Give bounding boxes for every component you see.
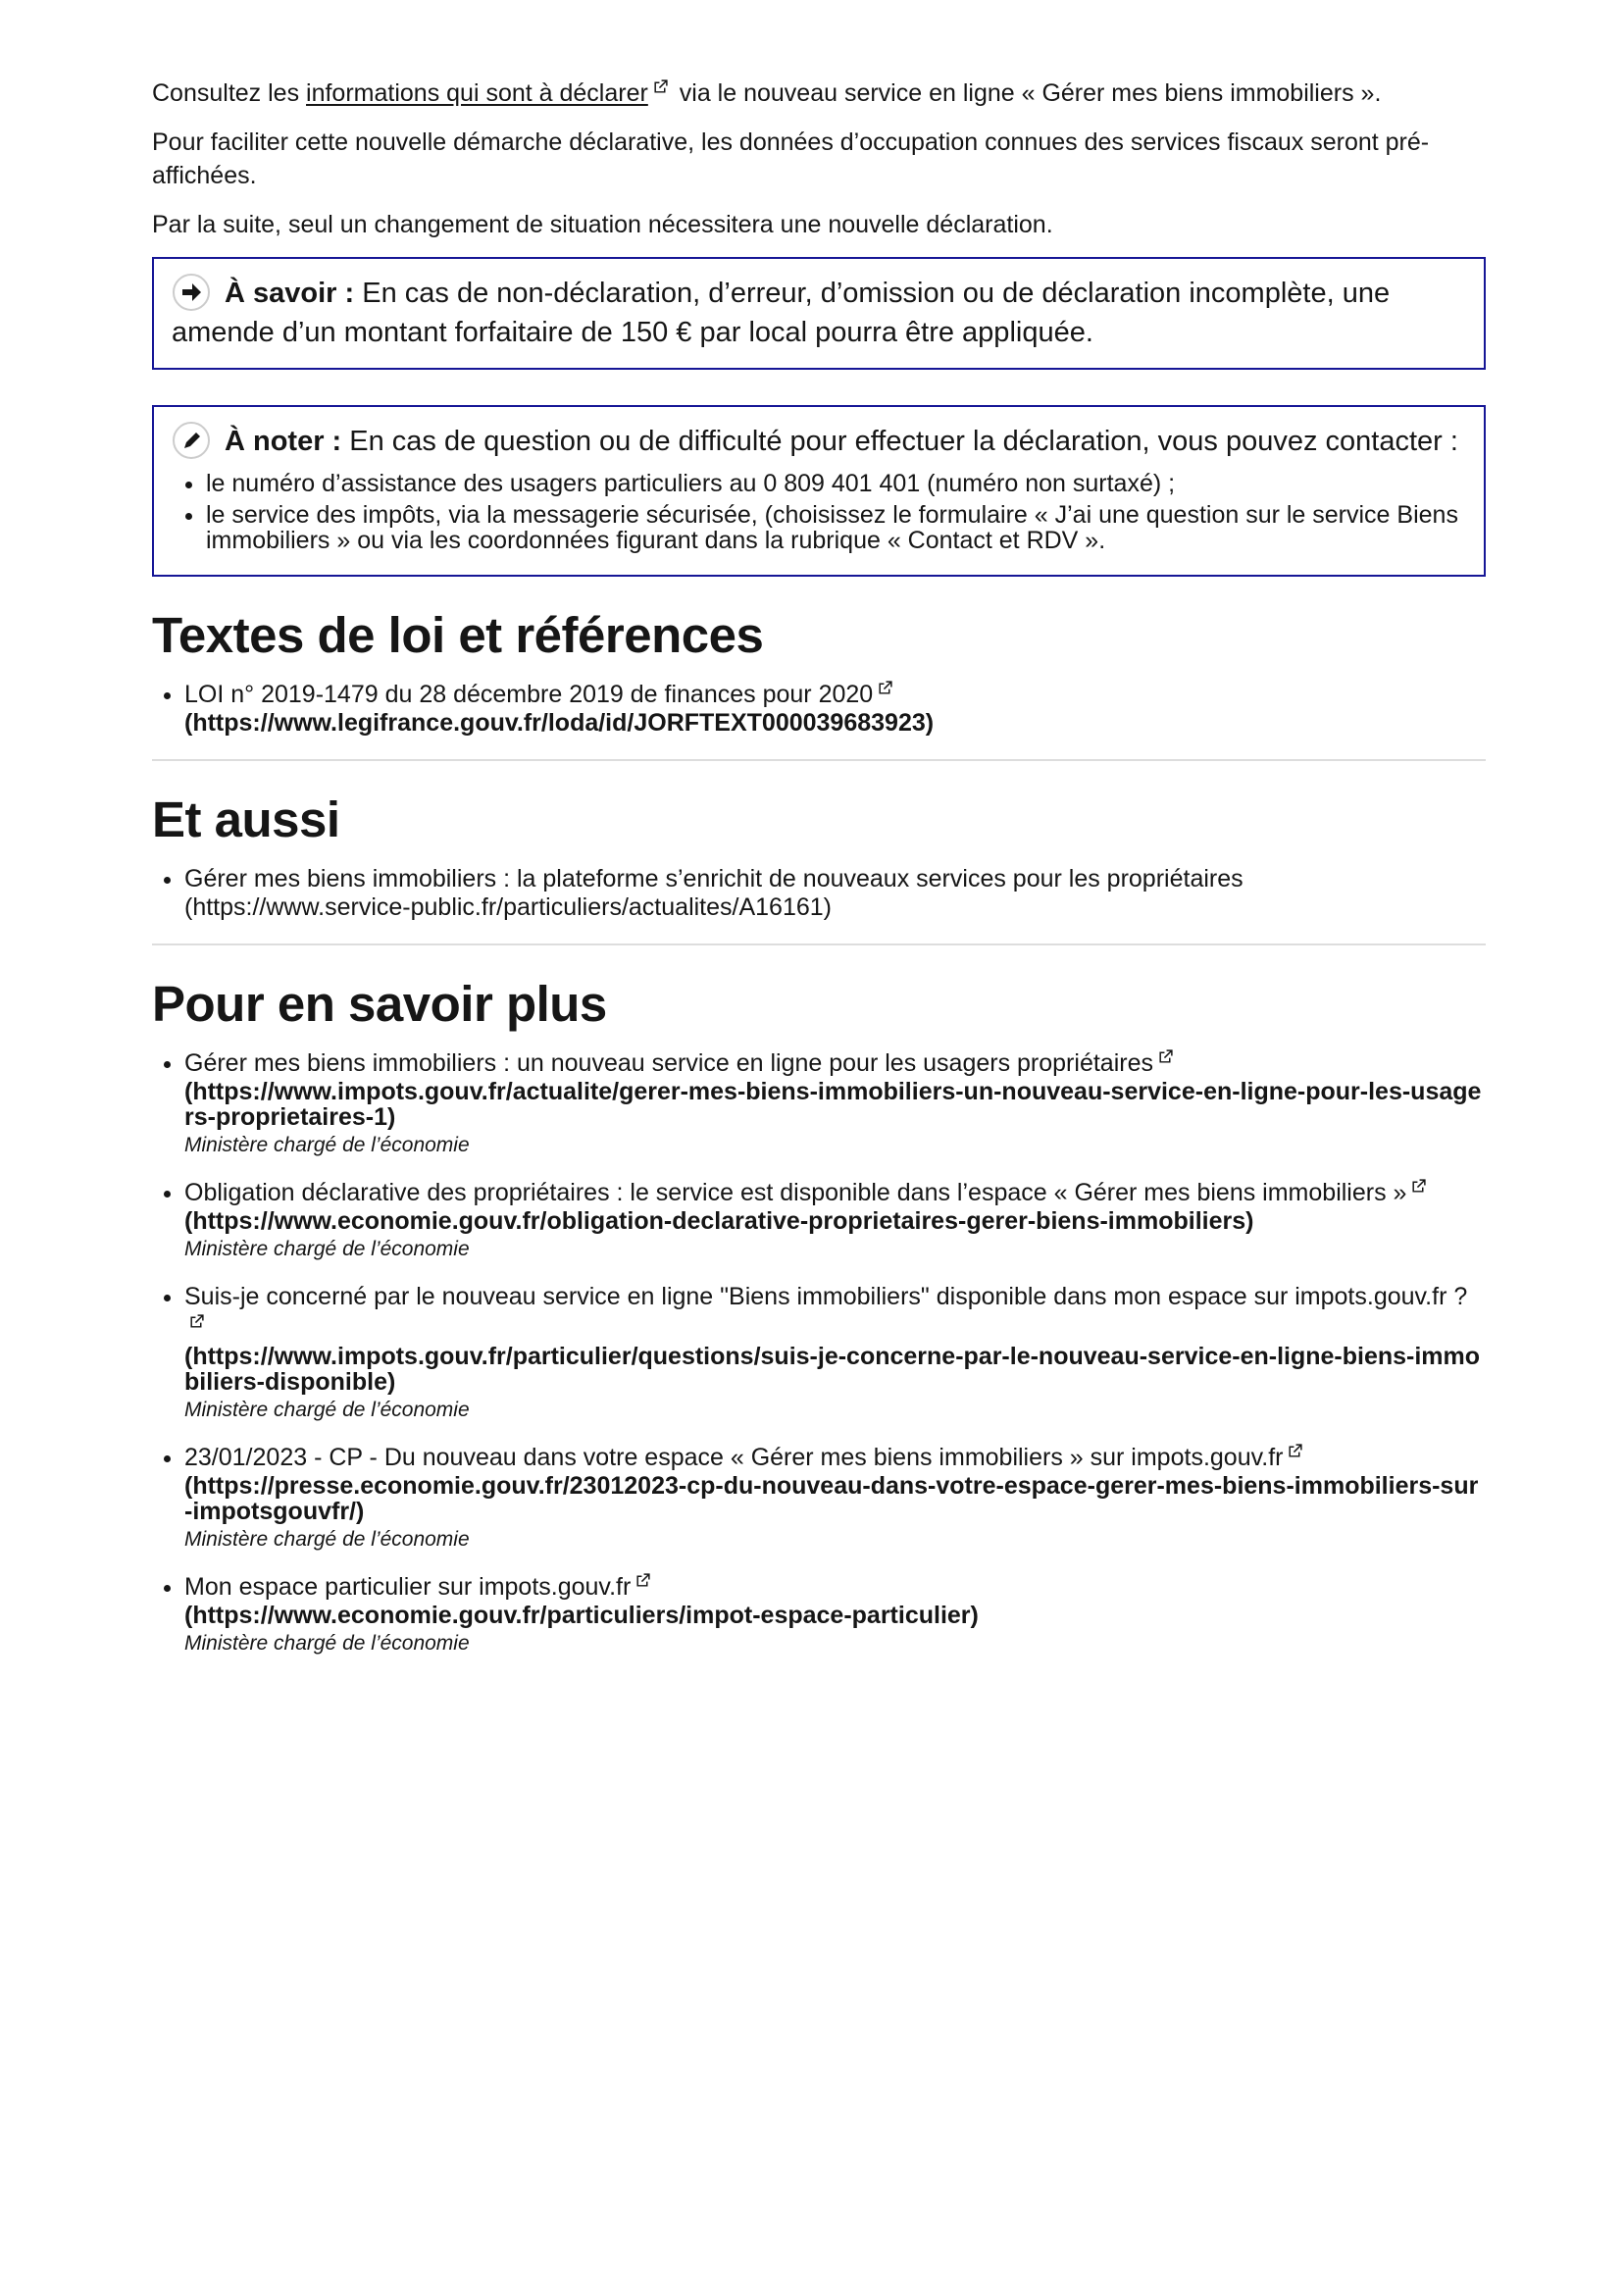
noter-label: À noter : xyxy=(225,426,342,457)
ref-url[interactable]: (https://presse.economie.gouv.fr/23012023-cp-du-nouveau-dans-votre-espace-gerer-mes-biens-immobiliers-sur-impotsgouvfr/) xyxy=(184,1472,1479,1525)
ref-source: Ministère chargé de l’économie xyxy=(184,1134,470,1156)
external-link-icon xyxy=(634,1572,651,1589)
external-link-icon xyxy=(188,1313,205,1330)
section-divider xyxy=(152,759,1486,761)
document-page xyxy=(152,76,1486,1675)
ref-title[interactable]: Mon espace particulier sur impots.gouv.fr xyxy=(184,1573,632,1601)
external-link-icon xyxy=(1287,1443,1303,1459)
list-item: • le service des impôts, via la messagerie sécurisée, (choisissez le formulaire « J’ai une question sur le service Biens immobiliers » ou via les coordonnées figurant dans la rubrique « Contact et RDV ». xyxy=(206,502,1466,553)
intro-paragraph-3: Par la suite, seul un changement de situation nécessitera une nouvelle déclaration. xyxy=(152,211,1053,238)
list-item: • le numéro d’assistance des usagers particuliers au 0 809 401 401 (numéro non surtaxé) ; xyxy=(206,471,1466,496)
ref-title[interactable]: 23/01/2023 - CP - Du nouveau dans votre espace « Gérer mes biens immobiliers » sur impots.gouv.fr xyxy=(184,1444,1284,1471)
plus-heading: Pour en savoir plus xyxy=(152,976,607,1032)
ref-title[interactable]: Gérer mes biens immobiliers : un nouveau service en ligne pour les usagers propriétaires xyxy=(184,1049,1153,1077)
ref-title[interactable]: • Gérer mes biens immobiliers : la plateforme s’enrichit de nouveaux services pour les propriétaires xyxy=(184,865,1243,892)
aussi-list xyxy=(152,863,1486,920)
external-link-icon xyxy=(1410,1178,1427,1195)
intro-paragraph-1 xyxy=(152,76,1486,110)
list-item[interactable] xyxy=(184,1047,1486,1161)
section-divider xyxy=(152,943,1486,945)
list-item[interactable] xyxy=(184,1281,1486,1426)
ref-url[interactable]: (https://www.legifrance.gouv.fr/loda/id/JORFTEXT000039683923) xyxy=(184,709,935,737)
savoir-label: À savoir : xyxy=(225,278,355,309)
intro-paragraph-2: Pour faciliter cette nouvelle démarche déclarative, les données d’occupation connues des services fiscaux seront pré-affichées. xyxy=(152,128,1430,189)
declaration-info-link[interactable]: informations qui sont à déclarer xyxy=(306,79,648,107)
external-link-icon xyxy=(1157,1048,1174,1065)
plus-list xyxy=(152,1047,1486,1659)
noter-text: En cas de question ou de difficulté pour effectuer la déclaration, vous pouvez contacter : xyxy=(341,426,1458,457)
external-link-icon xyxy=(652,78,669,95)
savoir-callout xyxy=(152,257,1486,370)
ref-url[interactable]: (https://www.economie.gouv.fr/obligation-declarative-proprietaires-gerer-biens-immobiliers) xyxy=(184,1207,1254,1235)
ref-title[interactable]: Obligation déclarative des propriétaires : le service est disponible dans l’espace « Gérer mes biens immobiliers » xyxy=(184,1179,1407,1206)
laws-list xyxy=(152,679,1486,736)
ref-source: Ministère chargé de l’économie xyxy=(184,1528,470,1551)
intro-text: Consultez les xyxy=(152,79,307,107)
ref-url[interactable]: (https://www.economie.gouv.fr/particuliers/impot-espace-particulier) xyxy=(184,1602,979,1629)
ref-url[interactable]: (https://www.service-public.fr/particuliers/actualites/A16161) xyxy=(184,893,832,921)
list-item[interactable] xyxy=(184,1571,1486,1659)
list-item[interactable] xyxy=(184,1177,1486,1265)
ref-title[interactable]: Suis-je concerné par le nouveau service en ligne "Biens immobiliers" disponible dans mon espace sur impots.gouv.fr ? xyxy=(184,1283,1468,1310)
laws-heading: Textes de loi et références xyxy=(152,607,764,663)
ref-url[interactable]: (https://www.impots.gouv.fr/particulier/questions/suis-je-concerne-par-le-nouveau-service-en-ligne-biens-immobiliers-disponible) xyxy=(184,1343,1481,1396)
aussi-heading: Et aussi xyxy=(152,791,340,847)
noter-callout xyxy=(152,405,1486,577)
ref-title[interactable]: LOI n° 2019-1479 du 28 décembre 2019 de finances pour 2020 xyxy=(184,681,874,708)
pencil-icon xyxy=(172,421,211,460)
noter-list xyxy=(172,471,1466,553)
ref-source: Ministère chargé de l’économie xyxy=(184,1632,470,1655)
list-item[interactable] xyxy=(184,863,1486,920)
intro-text-suffix: via le nouveau service en ligne « Gérer mes biens immobiliers ». xyxy=(672,79,1382,107)
savoir-text: En cas de non-déclaration, d’erreur, d’omission ou de déclaration incomplète, une amende d’un montant forfaitaire de 150 € par local pourra être appliquée. xyxy=(172,278,1391,348)
external-link-icon xyxy=(877,680,893,696)
arrow-right-icon xyxy=(172,273,211,312)
ref-url[interactable]: (https://www.impots.gouv.fr/actualite/gerer-mes-biens-immobiliers-un-nouveau-service-en-ligne-pour-les-usagers-proprietaires-1) xyxy=(184,1078,1482,1131)
ref-source: Ministère chargé de l’économie xyxy=(184,1238,470,1260)
ref-source: Ministère chargé de l’économie xyxy=(184,1399,470,1421)
list-item[interactable] xyxy=(184,679,1486,736)
list-item[interactable] xyxy=(184,1442,1486,1555)
